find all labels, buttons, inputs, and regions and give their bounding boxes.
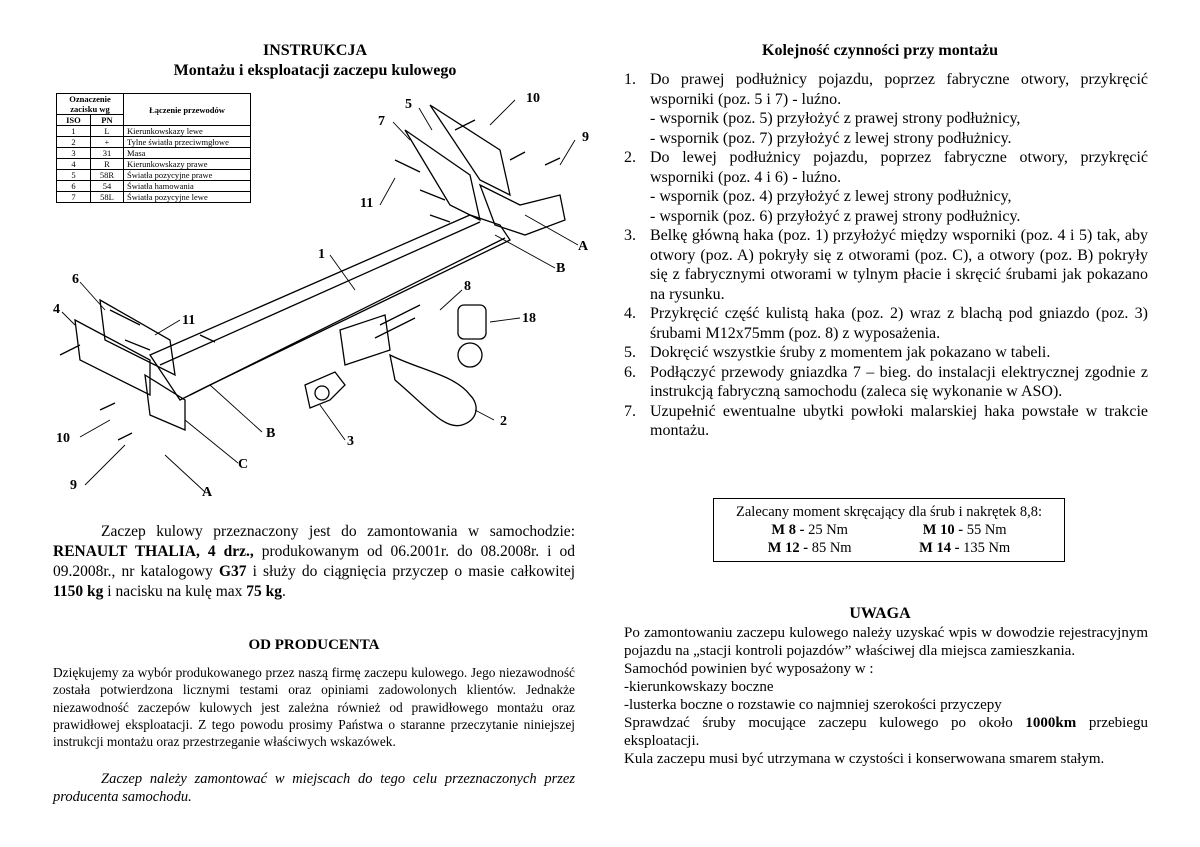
torque-m14: M 14 - 135 Nm [919,540,1011,556]
table-cell-desc: Kierunkowskazy lewe [124,126,251,137]
table-cell-pn: 58L [90,192,123,203]
warning-bolt-check: Sprawdzać śruby mocujące zaczepu kulowego po około 1000km przebiegu eksploatacji. [624,715,1149,749]
warning-item-indicators: -kierunkowskazy boczne [624,679,774,695]
intro-paragraph: Zaczep kulowy przeznaczony jest do zamontowania w samochodzie: RENAULT THALIA, 4 drz., produkowanym od 06.2001r. do 08.2008r. i od 09.2008r., nr katalogowy G37 i służy do ciągnięcia przyczep o masie całkowitej 1150 kg i nacisku na kulę max 75 kg. [53,523,575,600]
step-number: 7. [624,402,636,420]
label-10-right: 10 [526,91,540,106]
bracket-7 [405,130,480,220]
label-7: 7 [378,114,385,129]
producer-heading: OD PRODUCENTA [248,637,380,653]
bracket-5 [430,105,510,195]
assembly-step [624,70,1148,148]
label-c: C [238,457,249,472]
label-a-left: A [202,485,213,500]
producer-italic-note: Zaczep należy zamontować w miejscach do tego celu przeznaczonych przez producenta samochodu. [53,771,575,805]
step-line: Do lewej podłużnicy pojazdu, poprzez fabryczne otwory, przykręcić wsporniki (poz. 4 i 6) - luźno. [650,149,1148,186]
document-subtitle: Montażu i eksploatacji zaczepu kulowego [173,62,457,79]
table-cell-iso: 6 [57,181,91,192]
label-6: 6 [72,272,79,287]
table-cell-iso: 5 [57,170,91,181]
assembly-step [624,148,1148,226]
torque-m10: M 10 - 55 Nm [922,522,1007,538]
torque-m8: M 8 - 25 Nm [771,522,848,538]
step-number: 4. [624,305,636,322]
catalog-number: G37 [218,563,247,580]
table-cell-pn: + [90,137,123,148]
label-11-left: 11 [182,313,196,328]
assembly-steps-list [624,70,1148,441]
producer-text: Dziękujemy za wybór produkowanego przez naszą firmę zaczepu kulowego. Jego niezawodność została potwierdzona licznymi testami oraz opiniami zadowolonych klientów. Jednakże niezawodność zaczepów kulowych jest zależna również od prawidłowego montażu oraz prawidłowej eksploatacji. Z tego powodu prosimy Państwa o staranne przeczytanie niniejszej instrukcji montażu oraz przestrzeganie właściwych wskazówek. [53,665,575,750]
torque-title: Zalecany moment skręcający dla śrub i nakrętek 8,8: [736,504,1042,520]
step-line: Przykręcić część kulistą haka (poz. 2) wraz z blachą pod gniazdo (poz. 3) śrubami M12x75mm (poz. 8) z wyposażenia. [650,305,1148,342]
main-beam-outline [150,215,510,400]
warning-text [624,624,1148,768]
bolts [60,120,560,440]
table-header-iso: ISO [57,115,91,126]
label-b-right: B [556,261,566,276]
assembly-step [624,304,1148,343]
step-line: Uzupełnić ewentualne ubytki powłoki malarskiej haka powstałe w trakcie montażu. [650,402,1148,439]
torque-m12: M 12 - 85 Nm [767,540,852,556]
table-cell-desc: Światła pozycyjne prawe [124,170,251,181]
table-cell-iso: 4 [57,159,91,170]
label-1: 1 [318,247,325,262]
table-cell-desc: Światła hamowania [124,181,251,192]
warning-item-mirrors: -lusterka boczne o rozstawie co najmniej szerokości przyczepy [624,697,1002,713]
step-number: 1. [624,71,636,88]
label-10-left: 10 [56,431,70,446]
step-number: 5. [624,344,636,361]
table-header-pn: PN [90,115,123,126]
warning-ball-maintenance: Kula zaczepu musi być utrzymana w czystości i konserwowana smarem stałym. [624,751,1105,767]
warning-heading: UWAGA [849,605,911,622]
table-cell-desc: Kierunkowskazy prawe [124,159,251,170]
table-cell-pn: 31 [90,148,123,159]
step-line: Belkę główną haka (poz. 1) przyłożyć między wsporniki (poz. 4 i 5) tak, aby otwory (poz. A) pokryły się z otworami (poz. C), a otwory (poz. B) pokryły się z fabrycznymi otworami w tylnym płacie i skręcić śrubami jak pokazano na rysunku. [650,227,1148,303]
assembly-steps-heading: Kolejność czynności przy montażu [762,42,998,59]
step-line: Dokręcić wszystkie śruby z momentem jak pokazano w tabeli. [650,344,1051,361]
table-cell-desc: Światła pozycyjne lewe [124,192,251,203]
label-9-left: 9 [70,478,77,493]
document-title: INSTRUKCJA [262,42,367,59]
assembly-step [624,226,1148,304]
ball-cap [458,305,486,339]
table-header-connection: Łączenie przewodów [124,94,251,126]
label-11-right: 11 [360,196,374,211]
torque-box [713,498,1065,562]
label-3: 3 [347,434,354,449]
table-cell-pn: L [90,126,123,137]
label-b-left: B [266,426,276,441]
step-line: - wspornik (poz. 5) przyłożyć z prawej strony podłużnicy, [650,110,1021,127]
label-18: 18 [522,311,536,326]
assembly-step [624,343,1148,363]
max-ball-load: 75 kg [246,583,283,600]
center-plate [340,315,390,365]
table-cell-pn: 54 [90,181,123,192]
step-line: - wspornik (poz. 4) przyłożyć z lewej strony podłużnicy, [650,188,1012,205]
table-cell-iso: 3 [57,148,91,159]
table-cell-pn: 58R [90,170,123,181]
table-cell-iso: 1 [57,126,91,137]
table-cell-desc: Tylne światła przeciwmgłowe [124,137,251,148]
step-number: 6. [624,363,636,381]
step-line: Podłączyć przewody gniazdka 7 – bieg. do instalacji elektrycznej zgodnie z instrukcją fabryczną samochodu (zaleca się wykonanie w ASO). [650,363,1148,400]
label-8: 8 [464,279,471,294]
label-4: 4 [53,302,60,317]
warning-equipment: Samochód powinien być wyposażony w : [624,661,874,677]
step-line: - wspornik (poz. 6) przyłożyć z prawej strony podłużnicy. [650,207,1021,225]
table-cell-iso: 2 [57,137,91,148]
step-number: 2. [624,149,636,166]
label-5: 5 [405,97,412,112]
label-a-right: A [578,239,589,254]
step-number: 3. [624,227,636,244]
max-trailer-mass: 1150 kg [53,583,104,600]
table-cell-iso: 7 [57,192,91,203]
leader-lines [62,100,578,492]
table-header-group: Oznaczenie zacisku wg [57,94,124,115]
table-cell-desc: Masa [124,148,251,159]
towball [458,343,482,367]
table-cell-pn: R [90,159,123,170]
vehicle-model: RENAULT THALIA, 4 drz., [53,543,254,560]
socket-plate [305,372,345,408]
assembly-step [624,402,1148,441]
warning-registration: Po zamontowaniu zaczepu kulowego należy uzyskać wpis w dowodzie rejestracyjnym pojazdu na „stacji kontroli pojazdów” właściwej dla miejsca zamieszkania. [624,625,1148,659]
label-2: 2 [500,414,507,429]
label-9-right: 9 [582,130,589,145]
step-line: Do prawej podłużnicy pojazdu, poprzez fabryczne otwory, przykręcić wsporniki (poz. 5 i 7) - luźno. [650,71,1148,108]
towbar-assembly-diagram [40,80,600,510]
assembly-step [624,363,1148,402]
step-line: - wspornik (poz. 7) przyłożyć z lewej strony podłużnicy. [650,129,1012,147]
